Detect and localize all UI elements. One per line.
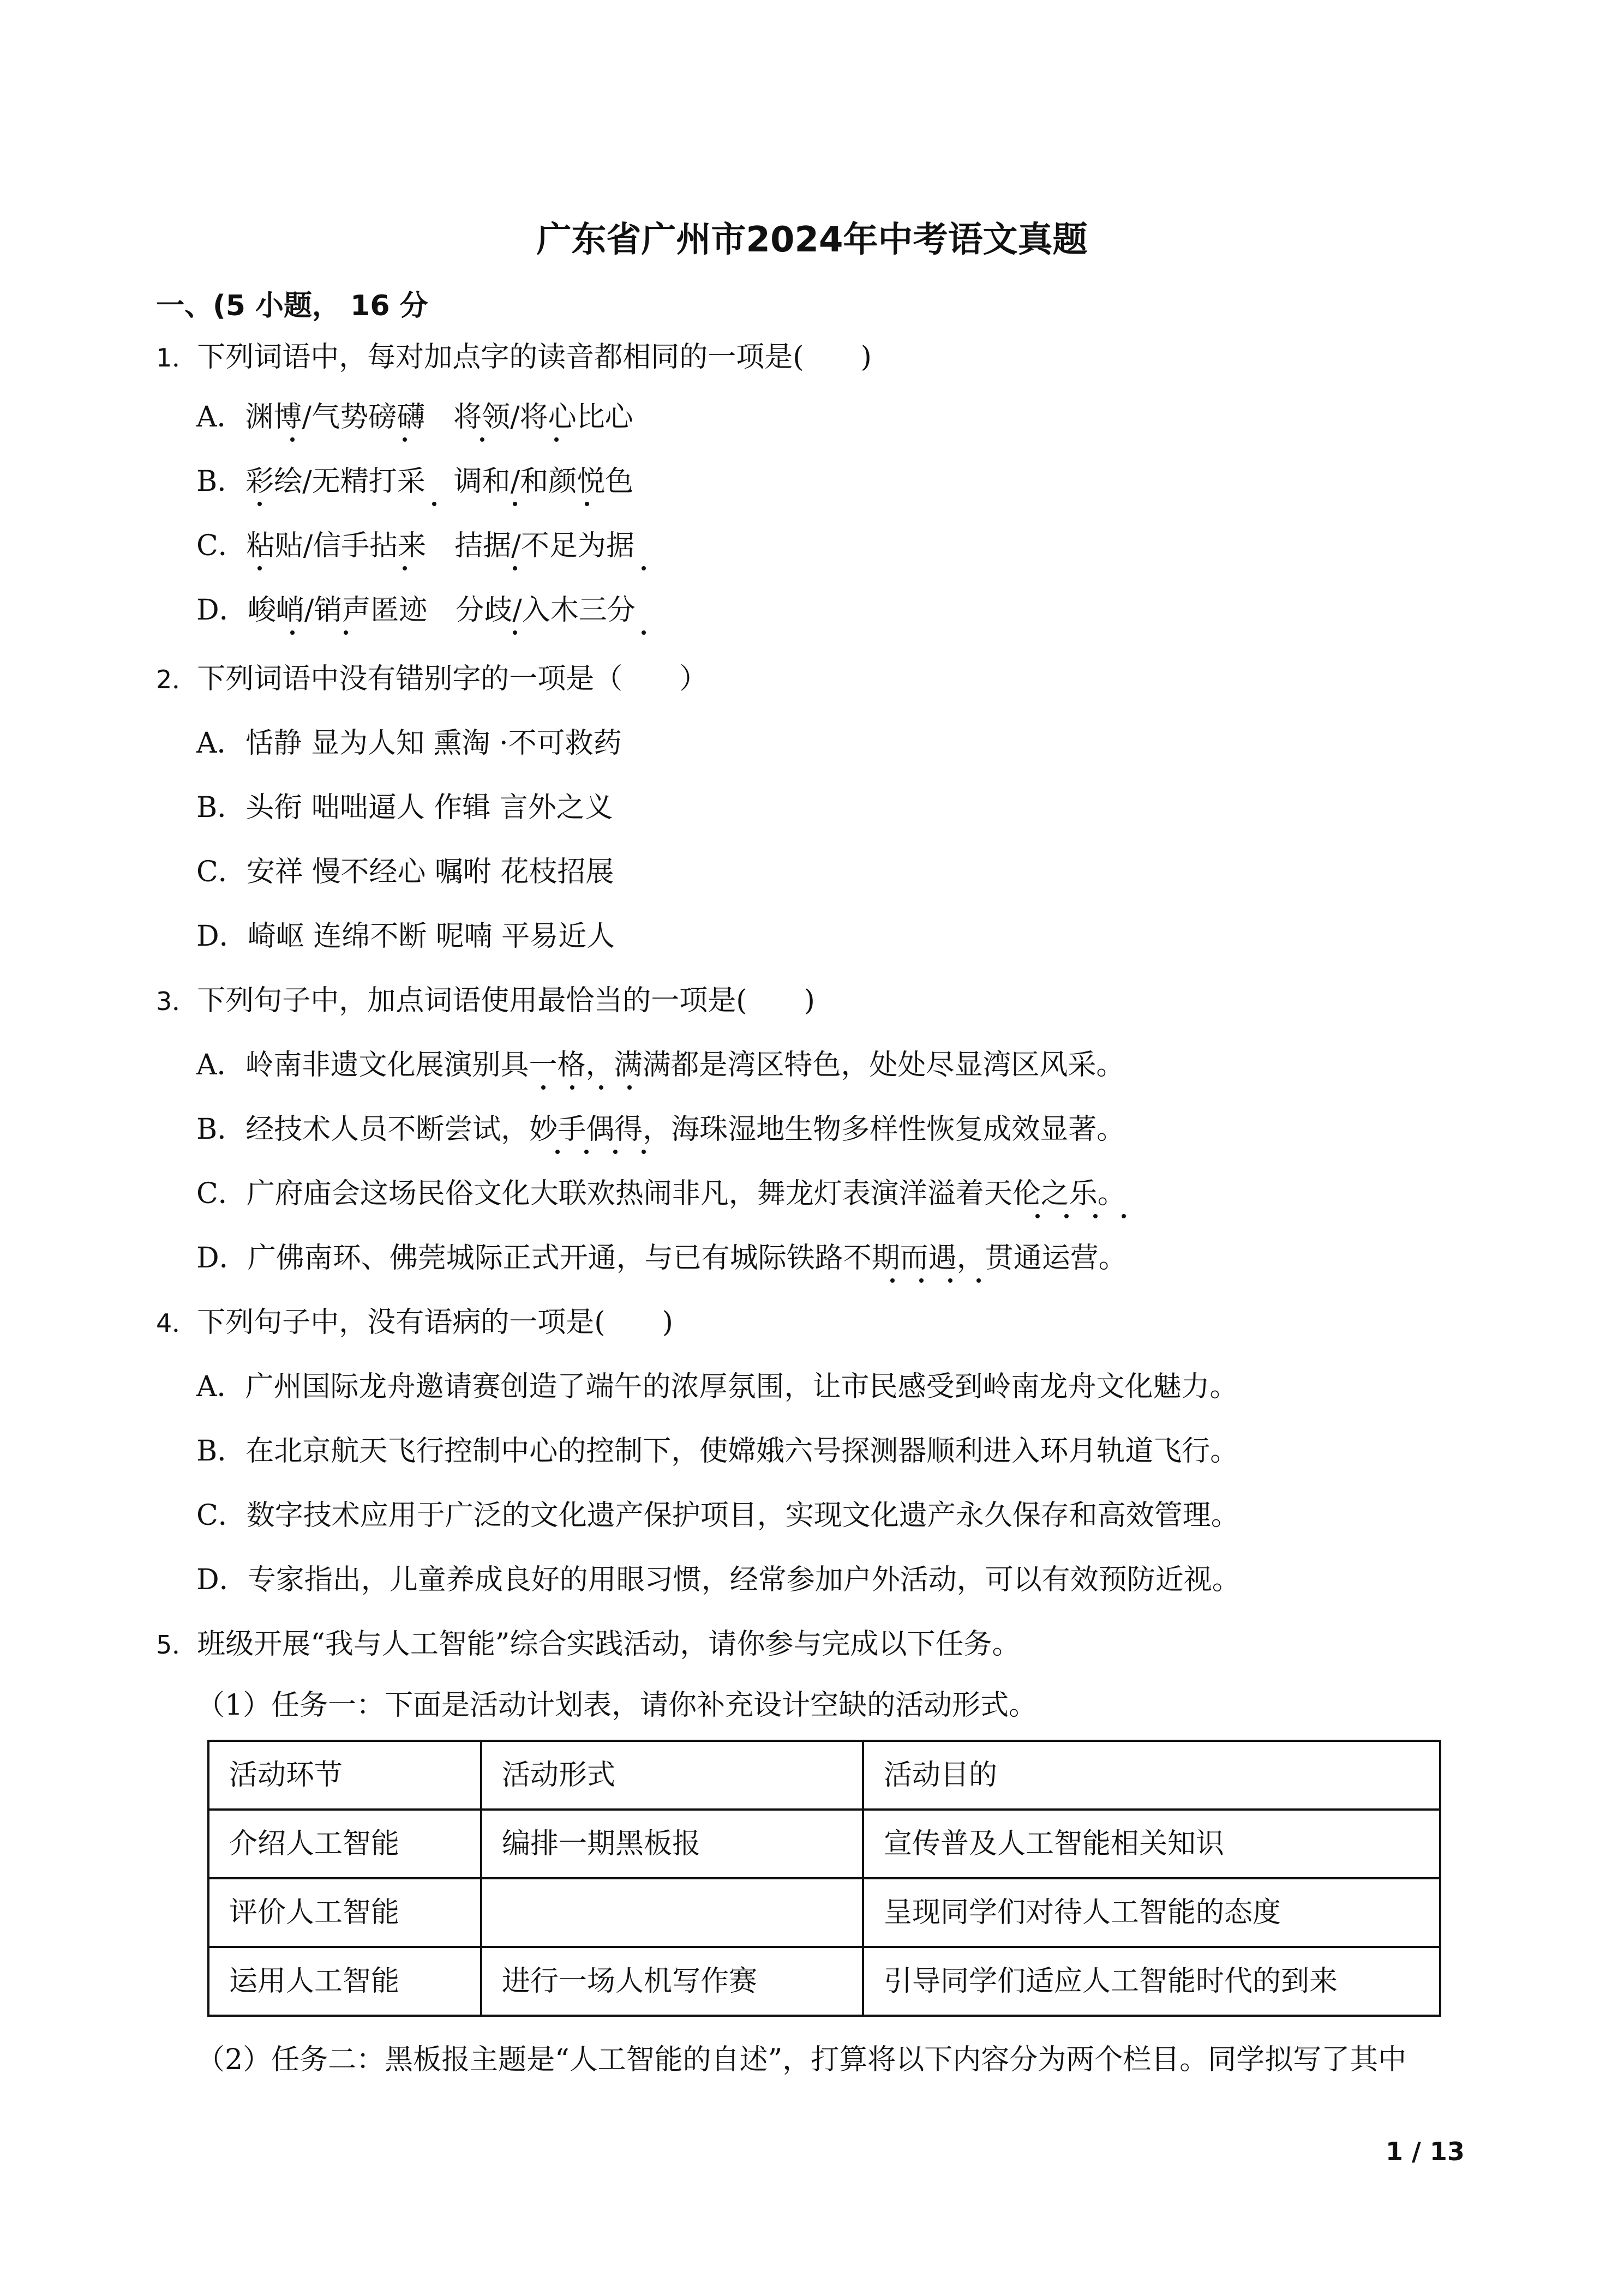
emphasis-dot <box>290 437 295 442</box>
question-4-option-c: C．数字技术应用于广泛的文化遗产保护项目，实现文化遗产永久保存和高效管理。 <box>196 1499 1239 1532</box>
question-4-option-d: D．专家指出，儿童养成良好的用眼习惯，经常参加户外活动，可以有效预防近视。 <box>196 1564 1241 1596</box>
emphasis-dot <box>642 630 646 635</box>
emphasis-dot <box>890 1278 895 1283</box>
question-5-stem <box>156 1625 1020 1664</box>
task-one-text: （1）任务一：下面是活动计划表，请你补充设计空缺的活动形式。 <box>196 1689 1038 1722</box>
section-heading: 一、(5 小题， 16 分 <box>156 290 428 322</box>
table-row <box>208 1878 1440 1947</box>
emphasis-dot <box>1122 1214 1126 1218</box>
question-text: 下列词语中没有错别字的一项是（ ） <box>197 663 708 695</box>
table-row <box>208 1810 1440 1878</box>
emphasis-dot <box>554 437 559 442</box>
emphasis-dot <box>1035 1214 1040 1218</box>
question-text: 下列句子中，没有语病的一项是( ) <box>197 1306 673 1339</box>
question-text: 下列句子中，加点词语使用最恰当的一项是( ) <box>197 984 815 1017</box>
emphasis-dot <box>432 502 436 506</box>
emphasis-dot <box>642 566 646 570</box>
table-cell: 编排一期黑板报 <box>481 1810 863 1878</box>
question-3-option-d: D．广佛南环、佛莞城际正式开通，与已有城际铁路不期而遇，贯通运营。 <box>196 1242 1127 1275</box>
question-number: 5． <box>156 1630 197 1660</box>
table-header-cell: 活动环节 <box>208 1741 481 1810</box>
question-number: 4． <box>156 1308 197 1338</box>
question-1-option-c: C．粘贴/信手拈来 拮据/不足为据 <box>196 530 634 562</box>
table-cell-blank <box>481 1878 863 1947</box>
table-cell: 评价人工智能 <box>208 1878 481 1947</box>
emphasis-dot <box>555 1150 560 1154</box>
table-cell: 介绍人工智能 <box>208 1810 481 1878</box>
question-text: 班级开展“我与人工智能”综合实践活动，请你参与完成以下任务。 <box>197 1628 1021 1661</box>
question-1-option-a: A．渊博/气势磅礴 将领/将心比心 <box>196 401 633 434</box>
table-header-cell: 活动形式 <box>481 1741 863 1810</box>
emphasis-dot <box>1093 1214 1098 1218</box>
page-title: 广东省广州市2024年中考语文真题 <box>536 220 1088 260</box>
emphasis-dot <box>642 1150 646 1154</box>
emphasis-dot <box>585 502 589 506</box>
emphasis-dot <box>403 437 407 442</box>
emphasis-dot <box>480 437 484 442</box>
question-4-stem <box>156 1303 673 1342</box>
page-number: 1 / 13 <box>1386 2137 1465 2166</box>
table-cell: 进行一场人机写作赛 <box>481 1947 863 2016</box>
task-two-text: （2）任务二：黑板报主题是“人工智能的自述”，打算将以下内容分为两个栏目。同学拟写了其中 <box>196 2043 1407 2076</box>
emphasis-dot <box>257 502 262 506</box>
question-3-option-c: C．广府庙会这场民俗文化大联欢热闹非凡，舞龙灯表演洋溢着天伦之乐。 <box>196 1177 1126 1210</box>
question-2-option-d: D．崎岖 连绵不断 呢喃 平易近人 <box>196 920 615 953</box>
table-header-cell: 活动目的 <box>863 1741 1440 1810</box>
emphasis-dot <box>290 630 295 635</box>
question-number: 1． <box>156 343 197 372</box>
activity-plan-table <box>207 1740 1441 2017</box>
table-cell: 呈现同学们对待人工智能的态度 <box>863 1878 1440 1947</box>
emphasis-dot <box>541 1085 546 1090</box>
emphasis-dot <box>613 1150 618 1154</box>
table-cell: 宣传普及人工智能相关知识 <box>863 1810 1440 1878</box>
emphasis-dot <box>919 1278 924 1283</box>
emphasis-dot <box>344 630 348 635</box>
question-3-option-a: A．岭南非遗文化展演别具一格，满满都是湾区特色，处处尽显湾区风采。 <box>196 1049 1125 1081</box>
question-2-stem <box>156 660 708 699</box>
emphasis-dot <box>627 1085 632 1090</box>
question-4-option-b: B．在北京航天飞行控制中心的控制下，使嫦娥六号探测器顺利进入环月轨道飞行。 <box>196 1435 1239 1468</box>
question-2-option-c: C．安祥 慢不经心 嘱咐 花枝招展 <box>196 856 614 888</box>
emphasis-dot <box>584 1150 589 1154</box>
table-header-row <box>208 1741 1440 1810</box>
emphasis-dot <box>570 1085 574 1090</box>
emphasis-dot <box>976 1278 981 1283</box>
emphasis-dot <box>1064 1214 1069 1218</box>
emphasis-dot <box>513 566 517 570</box>
table-row <box>208 1947 1440 2016</box>
question-4-option-a: A．广州国际龙舟邀请赛创造了端午的浓厚氛围，让市民感受到岭南龙舟文化魅力。 <box>196 1371 1238 1403</box>
question-1-option-d: D．峻峭/销声匿迹 分歧/入木三分 <box>196 594 636 627</box>
table-cell: 引导同学们适应人工智能时代的到来 <box>863 1947 1440 2016</box>
question-number: 2． <box>156 665 197 694</box>
emphasis-dot <box>948 1278 952 1283</box>
table-cell: 运用人工智能 <box>208 1947 481 2016</box>
question-number: 3． <box>156 987 197 1016</box>
emphasis-dot <box>599 1085 603 1090</box>
emphasis-dot <box>513 630 517 635</box>
question-2-option-a: A．恬静 显为人知 熏淘 ·不可救药 <box>196 727 622 760</box>
question-1-option-b: B．彩绘/无精打采 调和/和颜悦色 <box>196 465 634 498</box>
question-text: 下列词语中，每对加点字的读音都相同的一项是( ) <box>197 341 872 374</box>
question-3-stem <box>156 982 815 1020</box>
emphasis-dot <box>513 502 517 506</box>
question-3-option-b: B．经技术人员不断尝试，妙手偶得，海珠湿地生物多样性恢复成效显著。 <box>196 1113 1125 1146</box>
question-1-stem <box>156 338 872 377</box>
question-2-option-b: B．头衔 咄咄逼人 作辑 言外之义 <box>196 791 613 824</box>
emphasis-dot <box>257 566 262 570</box>
emphasis-dot <box>403 566 407 570</box>
